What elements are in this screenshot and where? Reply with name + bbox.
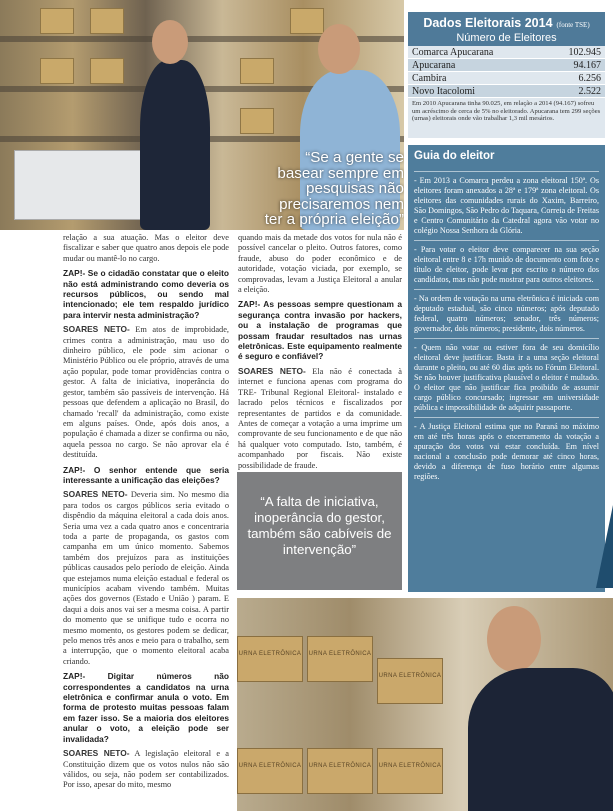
- stats-row: [408, 59, 605, 72]
- archive-box: [290, 8, 324, 34]
- pull-quote: “A falta de iniciativa, inoperância do gestor, também são cabíveis de intervenção”: [237, 472, 402, 590]
- box-label: URNA ELETRÔNICA: [238, 651, 302, 657]
- stats-row-label: Apucarana: [412, 60, 456, 71]
- archive-box: [240, 108, 274, 134]
- answer-text: Deveria sim. No mesmo dia para todos os cargos públicos seria evitado o dispêndio da máquina eleitoral a cada dois anos. Seria uma vez a cada quatro anos e concentraria toda a parte de propaganda, os gastos com campanha em um único momento. Sabemos também dos prejuízos para as instituições públicas causados pelo período de eleição. Ainda que estejamos numa eleição estadual e federal os municípios acabam vivendo também. Muitas ações dos governos (Estado e União ) param. E daqui a dois anos vai ser a mesma coisa. A partir do momento que se unifique tudo e ocorra no mesmo momento, os gestores podem se dedicar, pelo menos três anos e meio para o trabalho, sem a interrupção, que o momento eleitoral acaba criando.: [63, 490, 229, 666]
- stats-row-value: 2.522: [578, 86, 601, 97]
- archive-box: [40, 58, 74, 84]
- stats-row-label: Cambira: [412, 73, 447, 84]
- speaker: SOARES NETO-: [63, 489, 128, 500]
- answer-text: Em atos de improbidade, crimes contra a administração, mau uso do dinheiro público, ele pode sim acionar o Ministério Público ou ele próprio, através de uma ação popular, pode tomar providências contra o gestor. A falta de iniciativa, inoperância do gestor, também são passíveis de intervenção. Há pessoas que defendem a aplicação no Brasil, do chamado 'recall' da administração, como existe em alguns países. Onde, após dois anos, a população é chamada a dizer se confirma ou não, aquela pessoa no cargo. Se não aprovar ela é destituída.: [63, 325, 229, 460]
- stats-title: Dados Eleitorais 2014: [423, 16, 553, 30]
- voter-guide-item: - Para votar o eleitor deve comparecer na sua seção eleitoral entre 8 e 17h munido de documento com foto e título de eleitor, pode levar por escrito o número dos candidatos, mas não pode mostrar para outros eleitores.: [414, 240, 599, 285]
- ballot-box: [307, 636, 373, 682]
- stats-note: Em 2010 Apucarana tinha 90.025, em relação a 2014 (94.167) sofreu um acréscimo de cerca de 5% no eleitorado. Apucarana tem 299 seções (urnas) eleitorais onde vão trabalhar 1,3 mil mesários.: [412, 100, 601, 123]
- article-column-2: [238, 233, 402, 475]
- stats-row-label: Comarca Apucarana: [412, 47, 494, 58]
- interview-answer: [63, 748, 229, 791]
- box-label: URNA ELETRÔNICA: [308, 763, 372, 769]
- interview-question: ZAP!- Digitar números não correspondentes a candidatos na urna eletrônica e confirmar anula o voto. Em forma de protesto muitas pessoas falam em fazer isso. Se a maioria dos eleitores anular o voto, a eleição pode ser invalidada?: [63, 671, 229, 744]
- stats-header: [408, 12, 605, 46]
- box-label: URNA ELETRÔNICA: [238, 763, 302, 769]
- stats-row: [408, 72, 605, 85]
- interview-answer: [63, 489, 229, 667]
- person-suit: [140, 60, 210, 230]
- stats-row: [408, 46, 605, 59]
- interview-answer: [63, 324, 229, 460]
- stats-row-value: 6.256: [578, 73, 601, 84]
- box-label: URNA ELETRÔNICA: [308, 651, 372, 657]
- ballot-box: [377, 748, 443, 794]
- interview-question: ZAP!- O senhor entende que seria interessante a unificação das eleições?: [63, 464, 229, 485]
- person-head: [318, 24, 360, 74]
- stats-row-label: Novo Itacolomi: [412, 86, 476, 97]
- interview-answer: [238, 366, 402, 471]
- stats-row-value: 94.167: [573, 60, 601, 71]
- stats-subtitle: Número de Eleitores: [456, 32, 557, 44]
- archive-box: [40, 8, 74, 34]
- box-label: URNA ELETRÔNICA: [378, 673, 442, 679]
- answer-text: Ela não é conectada à internet e funciona apenas com programa do TRE- Tribunal Regional Eleitoral- instalado e lacrado pelos técnicos e fiscalizados por representantes de partidos e da comunidade. Antes de começar a votação a urna imprime um comprovante de seu funcionamento e de que não há qualquer voto computado. Isto, também, é acompanhado por fiscais. Não existe possibilidade de fraude.: [238, 366, 402, 470]
- voter-guide-item: - Na ordem de votação na urna eletrônica é iniciada com deputado estadual, são cinco números; após deputado federal, quatro números; senador, três números; governador, dois números; presidente, dois números.: [414, 289, 599, 334]
- stats-row-value: 102.945: [568, 47, 601, 58]
- voter-guide-title: Guia do eleitor: [414, 150, 495, 162]
- archive-box: [90, 58, 124, 84]
- speaker: SOARES NETO-: [238, 365, 306, 376]
- stats-row: [408, 85, 605, 98]
- answer-text: A legislação eleitoral e a Constituição dizem que os votos nulos não são válidos, ou seja, não podem ser contabilizados. Por isso, apesar do mito, mesmo: [63, 749, 229, 790]
- stats-source: (fonte TSE): [556, 21, 590, 29]
- ballot-box: [237, 748, 303, 794]
- paragraph: quando mais da metade dos votos for nula não é possível cancelar o pleito. Outros fatores, como fraude, abuso do poder econômico e de autoridade, votação viciada, por exemplo, se comprovadas, levam a Justiça Eleitoral a anular a eleição.: [238, 233, 402, 295]
- person-suit: [468, 668, 613, 811]
- person-head: [487, 606, 541, 672]
- speaker: SOARES NETO-: [63, 748, 130, 759]
- archive-box: [90, 8, 124, 34]
- box-label: URNA ELETRÔNICA: [378, 763, 442, 769]
- voter-guide-item: - Quem não votar ou estiver fora de seu domicílio eleitoral deve justificar. Basta ir a uma seção eleitoral durante o pleito, ou até 60 dias após no Fórum Eleitoral. Se não houver justificativa plausível o eleitor é multado. O eleitor que não justificar fica proibido de assumir cargo público concursado; ingressar em universidade pública e impossibilidade de adquirir passaporte.: [414, 338, 599, 413]
- interview-question: ZAP!- As pessoas sempre questionam a segurança contra invasão por hackers, ou a instalação de programas que possam fraudar resultados nas urnas eletrônicas. Este equipamento realmente é seguro e confiável?: [238, 299, 402, 362]
- interview-question: ZAP!- Se o cidadão constatar que o eleito não está administrando como deveria os recursos públicos, ou sendo mal intencionado; ele tem respaldo jurídico para intervir nesta administração?: [63, 268, 229, 320]
- voter-guide-item: - A Justiça Eleitoral estima que no Paraná no máximo em até três horas após o encerramento da votação a apuração dos votos vai estar concluída. Em nível nacional a conclusão pode demorar até cinco horas, devido a diferença de fuso horário entre algumas regiões.: [414, 417, 599, 482]
- top-photo: [0, 0, 404, 230]
- voter-guide-item: - Em 2013 a Comarca perdeu a zona eleitoral 150ª. Os eleitores foram anexados a 28ª e 179ª zona eleitoral. Os eleitores das comunidades rurais do Xaxim, Barreiro, São Domingos, São Pedro do Taquara, Correia de Freitas e Centro Comunitário da Catedral agora vão votar no colégio Nossa Senhora da Glória.: [414, 171, 599, 236]
- article-column-1: [63, 233, 229, 795]
- ballot-box: [307, 748, 373, 794]
- ballot-box: [237, 636, 303, 682]
- ballot-box: [377, 658, 443, 704]
- archive-box: [240, 58, 274, 84]
- person-head: [152, 20, 188, 64]
- electoral-stats-box: [408, 12, 605, 138]
- voter-guide-box: [408, 145, 605, 592]
- paragraph: relação a sua atuação. Mas o eleitor deve fiscalizar e saber que quatro anos depois ele pode mudar ou mantê-lo no cargo.: [63, 233, 229, 263]
- photo-quote: “Se a gente se basear sempre em pesquisas não precisaremos nem ter a própria eleição”: [264, 149, 404, 228]
- corner-accent: [596, 505, 613, 588]
- speaker: SOARES NETO-: [63, 324, 130, 335]
